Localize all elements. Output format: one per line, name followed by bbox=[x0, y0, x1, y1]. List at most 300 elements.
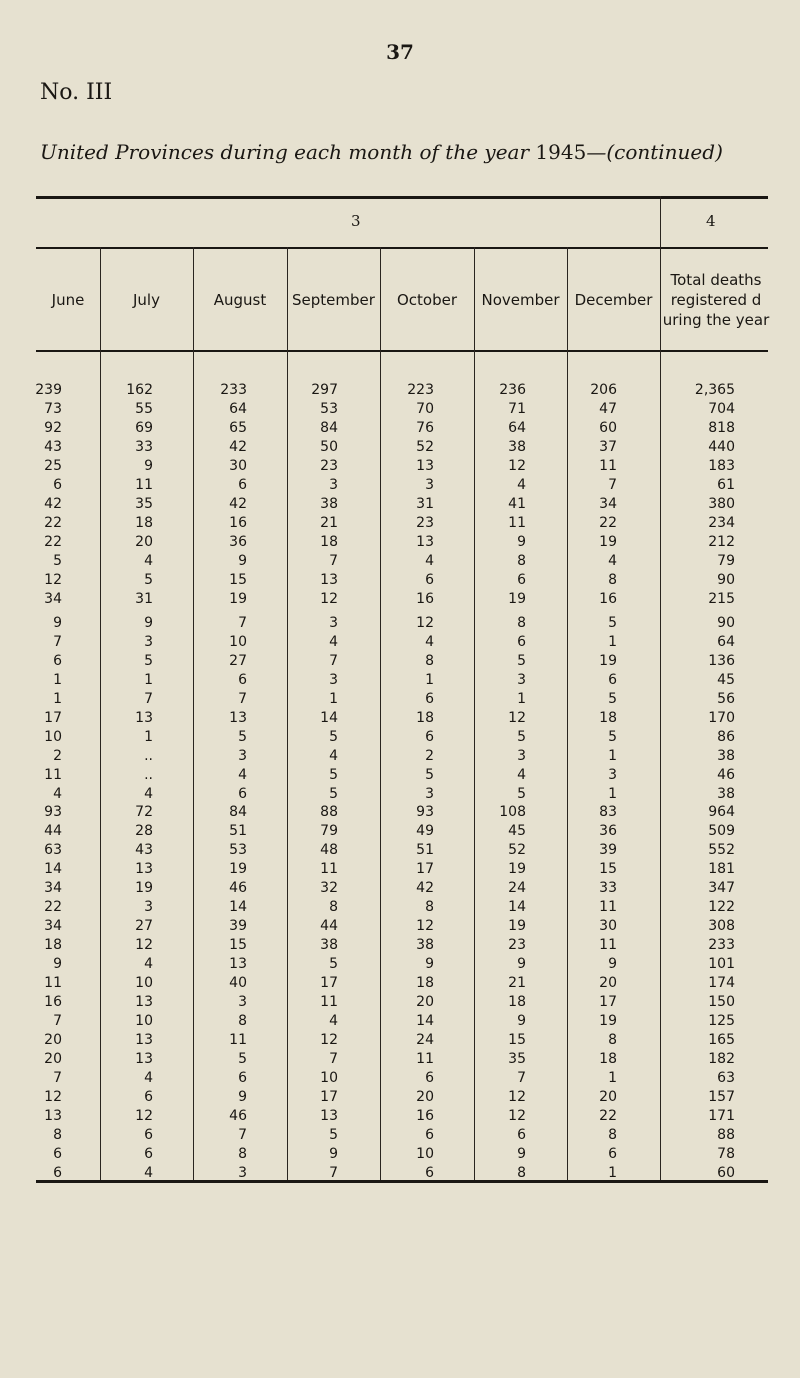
table-cell: .. bbox=[144, 767, 153, 783]
table-cell: 297 bbox=[311, 382, 338, 398]
table-cell: 69 bbox=[135, 420, 153, 436]
table-cell: 9 bbox=[425, 956, 434, 972]
table-cell: 20 bbox=[135, 534, 153, 550]
table-cell: 7 bbox=[329, 553, 338, 569]
table-cell: 15 bbox=[508, 1032, 526, 1048]
table-cell: 9 bbox=[144, 615, 153, 631]
table-cell: 22 bbox=[599, 1108, 617, 1124]
table-cell: 84 bbox=[229, 804, 247, 820]
table-cell: 9 bbox=[517, 1146, 526, 1162]
table-row bbox=[0, 533, 800, 552]
header-rule bbox=[36, 350, 768, 352]
table-cell: 4 bbox=[53, 786, 62, 802]
table-cell: 63 bbox=[717, 1070, 735, 1086]
table-row bbox=[0, 1031, 800, 1050]
table-cell: 20 bbox=[599, 1089, 617, 1105]
table-cell: 5 bbox=[608, 691, 617, 707]
table-cell: 136 bbox=[708, 653, 735, 669]
table-cell: 32 bbox=[320, 880, 338, 896]
table-cell: 18 bbox=[416, 710, 434, 726]
table-cell: 36 bbox=[229, 534, 247, 550]
table-cell: 42 bbox=[229, 439, 247, 455]
table-cell: 90 bbox=[717, 572, 735, 588]
table-cell: 13 bbox=[135, 1032, 153, 1048]
table-cell: 2 bbox=[53, 748, 62, 764]
table-cell: 8 bbox=[425, 899, 434, 915]
table-cell: 2,365 bbox=[694, 382, 735, 398]
table-cell: 4 bbox=[144, 956, 153, 972]
table-cell: 42 bbox=[416, 880, 434, 896]
table-cell: 31 bbox=[135, 591, 153, 607]
table-cell: 5 bbox=[425, 767, 434, 783]
table-cell: 6 bbox=[144, 1146, 153, 1162]
table-cell: 17 bbox=[320, 1089, 338, 1105]
table-cell: 72 bbox=[135, 804, 153, 820]
table-cell: 5 bbox=[144, 572, 153, 588]
table-cell: 4 bbox=[144, 1070, 153, 1086]
header-september: September bbox=[292, 291, 375, 309]
table-cell: 76 bbox=[416, 420, 434, 436]
header-december: December bbox=[574, 291, 653, 309]
table-cell: 10 bbox=[135, 975, 153, 991]
table-row bbox=[0, 438, 800, 457]
table-cell: .. bbox=[144, 748, 153, 764]
table-row bbox=[0, 1069, 800, 1088]
table-cell: 6 bbox=[425, 1070, 434, 1086]
table-row bbox=[0, 476, 800, 495]
table-cell: 7 bbox=[238, 1127, 247, 1143]
table-cell: 46 bbox=[229, 1108, 247, 1124]
table-cell: 8 bbox=[608, 1032, 617, 1048]
table-cell: 63 bbox=[44, 842, 62, 858]
table-cell: 101 bbox=[708, 956, 735, 972]
table-cell: 12 bbox=[508, 458, 526, 474]
table-cell: 18 bbox=[508, 994, 526, 1010]
table-cell: 4 bbox=[329, 1013, 338, 1029]
table-cell: 18 bbox=[135, 515, 153, 531]
table-cell: 12 bbox=[135, 1108, 153, 1124]
table-cell: 34 bbox=[44, 591, 62, 607]
table-cell: 7 bbox=[53, 1070, 62, 1086]
table-cell: 3 bbox=[238, 748, 247, 764]
group-rule bbox=[36, 247, 768, 249]
table-cell: 64 bbox=[508, 420, 526, 436]
table-cell: 13 bbox=[135, 861, 153, 877]
table-cell: 44 bbox=[44, 823, 62, 839]
table-cell: 3 bbox=[425, 477, 434, 493]
table-cell: 9 bbox=[53, 615, 62, 631]
table-cell: 9 bbox=[608, 956, 617, 972]
table-number: No. III bbox=[40, 80, 113, 105]
table-cell: 38 bbox=[320, 937, 338, 953]
table-cell: 5 bbox=[329, 729, 338, 745]
table-cell: 11 bbox=[508, 515, 526, 531]
table-cell: 39 bbox=[229, 918, 247, 934]
table-cell: 11 bbox=[599, 937, 617, 953]
table-cell: 14 bbox=[229, 899, 247, 915]
table-cell: 233 bbox=[220, 382, 247, 398]
table-cell: 3 bbox=[329, 672, 338, 688]
table-cell: 43 bbox=[44, 439, 62, 455]
table-cell: 6 bbox=[425, 572, 434, 588]
table-cell: 3 bbox=[144, 899, 153, 915]
table-cell: 215 bbox=[708, 591, 735, 607]
table-cell: 1 bbox=[608, 1165, 617, 1181]
header-june: June bbox=[51, 291, 85, 309]
table-cell: 13 bbox=[320, 1108, 338, 1124]
header-total-deaths: Total deaths registered d uring the year bbox=[662, 271, 770, 329]
table-row bbox=[0, 419, 800, 438]
table-cell: 12 bbox=[135, 937, 153, 953]
table-cell: 9 bbox=[517, 956, 526, 972]
table-cell: 35 bbox=[135, 496, 153, 512]
table-cell: 20 bbox=[416, 1089, 434, 1105]
table-cell: 165 bbox=[708, 1032, 735, 1048]
table-cell: 51 bbox=[229, 823, 247, 839]
table-cell: 3 bbox=[329, 615, 338, 631]
table-row bbox=[0, 400, 800, 419]
table-cell: 23 bbox=[416, 515, 434, 531]
table-cell: 3 bbox=[517, 672, 526, 688]
table-row bbox=[0, 552, 800, 571]
table-cell: 4 bbox=[517, 477, 526, 493]
table-cell: 45 bbox=[508, 823, 526, 839]
table-cell: 42 bbox=[44, 496, 62, 512]
table-cell: 83 bbox=[599, 804, 617, 820]
table-cell: 56 bbox=[717, 691, 735, 707]
table-cell: 182 bbox=[708, 1051, 735, 1067]
table-cell: 46 bbox=[717, 767, 735, 783]
table-cell: 86 bbox=[717, 729, 735, 745]
table-cell: 8 bbox=[608, 572, 617, 588]
table-cell: 7 bbox=[517, 1070, 526, 1086]
table-cell: 4 bbox=[425, 553, 434, 569]
table-row bbox=[0, 690, 800, 709]
table-cell: 1 bbox=[53, 691, 62, 707]
table-cell: 19 bbox=[599, 1013, 617, 1029]
table-cell: 38 bbox=[508, 439, 526, 455]
table-cell: 71 bbox=[508, 401, 526, 417]
table-cell: 7 bbox=[329, 1051, 338, 1067]
table-row bbox=[0, 917, 800, 936]
table-row bbox=[0, 381, 800, 400]
table-cell: 7 bbox=[144, 691, 153, 707]
table-cell: 239 bbox=[35, 382, 62, 398]
column-group-number: 4 bbox=[706, 212, 716, 230]
table-cell: 1 bbox=[144, 729, 153, 745]
table-cell: 9 bbox=[517, 534, 526, 550]
page-number: 37 bbox=[386, 40, 414, 64]
table-cell: 78 bbox=[717, 1146, 735, 1162]
table-cell: 64 bbox=[717, 634, 735, 650]
table-cell: 12 bbox=[320, 591, 338, 607]
table-cell: 16 bbox=[44, 994, 62, 1010]
table-cell: 6 bbox=[238, 672, 247, 688]
table-cell: 181 bbox=[708, 861, 735, 877]
table-cell: 5 bbox=[238, 729, 247, 745]
table-cell: 236 bbox=[499, 382, 526, 398]
table-cell: 4 bbox=[144, 1165, 153, 1181]
table-cell: 27 bbox=[229, 653, 247, 669]
table-cell: 5 bbox=[517, 729, 526, 745]
header-november: November bbox=[481, 291, 560, 309]
table-cell: 52 bbox=[416, 439, 434, 455]
table-cell: 11 bbox=[599, 458, 617, 474]
table-cell: 60 bbox=[717, 1165, 735, 1181]
table-cell: 3 bbox=[144, 634, 153, 650]
table-cell: 171 bbox=[708, 1108, 735, 1124]
table-row bbox=[0, 457, 800, 476]
title-suffix: —(continued) bbox=[586, 140, 723, 164]
table-cell: 12 bbox=[508, 1108, 526, 1124]
table-cell: 4 bbox=[144, 786, 153, 802]
table-cell: 7 bbox=[608, 477, 617, 493]
table-cell: 50 bbox=[320, 439, 338, 455]
table-cell: 53 bbox=[229, 842, 247, 858]
table-cell: 6 bbox=[53, 477, 62, 493]
table-cell: 3 bbox=[238, 994, 247, 1010]
table-row bbox=[0, 955, 800, 974]
table-cell: 13 bbox=[416, 534, 434, 550]
table-cell: 5 bbox=[329, 1127, 338, 1143]
table-cell: 19 bbox=[135, 880, 153, 896]
table-cell: 15 bbox=[229, 937, 247, 953]
table-row bbox=[0, 1012, 800, 1031]
table-cell: 5 bbox=[329, 786, 338, 802]
table-cell: 30 bbox=[599, 918, 617, 934]
column-group-number: 3 bbox=[351, 212, 361, 230]
table-cell: 12 bbox=[508, 710, 526, 726]
table-cell: 6 bbox=[517, 572, 526, 588]
table-cell: 4 bbox=[238, 767, 247, 783]
table-cell: 122 bbox=[708, 899, 735, 915]
table-cell: 12 bbox=[416, 615, 434, 631]
row-group bbox=[0, 803, 800, 1183]
table-cell: 19 bbox=[508, 861, 526, 877]
table-cell: 6 bbox=[517, 634, 526, 650]
table-cell: 16 bbox=[229, 515, 247, 531]
table-cell: 24 bbox=[508, 880, 526, 896]
table-cell: 16 bbox=[416, 591, 434, 607]
table-cell: 11 bbox=[320, 994, 338, 1010]
table-cell: 4 bbox=[425, 634, 434, 650]
table-cell: 64 bbox=[229, 401, 247, 417]
table-cell: 6 bbox=[53, 1165, 62, 1181]
table-row bbox=[0, 860, 800, 879]
table-cell: 2 bbox=[425, 748, 434, 764]
table-cell: 23 bbox=[320, 458, 338, 474]
table-cell: 22 bbox=[44, 534, 62, 550]
table-cell: 84 bbox=[320, 420, 338, 436]
table-cell: 4 bbox=[144, 553, 153, 569]
table-cell: 9 bbox=[144, 458, 153, 474]
table-cell: 73 bbox=[44, 401, 62, 417]
table-cell: 79 bbox=[717, 553, 735, 569]
table-cell: 3 bbox=[517, 748, 526, 764]
table-cell: 10 bbox=[229, 634, 247, 650]
table-cell: 10 bbox=[416, 1146, 434, 1162]
table-row bbox=[0, 571, 800, 590]
header-july: July bbox=[133, 291, 160, 309]
table-cell: 183 bbox=[708, 458, 735, 474]
table-cell: 212 bbox=[708, 534, 735, 550]
table-row bbox=[0, 590, 800, 609]
table-row bbox=[0, 652, 800, 671]
table-cell: 9 bbox=[53, 956, 62, 972]
table-cell: 19 bbox=[508, 918, 526, 934]
table-cell: 13 bbox=[229, 956, 247, 972]
table-cell: 1 bbox=[53, 672, 62, 688]
table-cell: 20 bbox=[416, 994, 434, 1010]
table-cell: 964 bbox=[708, 804, 735, 820]
table-cell: 5 bbox=[144, 653, 153, 669]
table-cell: 6 bbox=[53, 1146, 62, 1162]
table-cell: 55 bbox=[135, 401, 153, 417]
table-cell: 13 bbox=[229, 710, 247, 726]
table-cell: 5 bbox=[517, 786, 526, 802]
table-cell: 6 bbox=[144, 1089, 153, 1105]
table-row bbox=[0, 879, 800, 898]
table-cell: 48 bbox=[320, 842, 338, 858]
table-cell: 18 bbox=[599, 1051, 617, 1067]
title-text: United Provinces during each month of the year bbox=[40, 140, 530, 164]
table-cell: 61 bbox=[717, 477, 735, 493]
table-cell: 13 bbox=[135, 994, 153, 1010]
table-cell: 11 bbox=[599, 899, 617, 915]
table-row bbox=[0, 1126, 800, 1145]
table-cell: 7 bbox=[329, 1165, 338, 1181]
table-cell: 8 bbox=[608, 1127, 617, 1143]
table-cell: 41 bbox=[508, 496, 526, 512]
table-cell: 13 bbox=[44, 1108, 62, 1124]
table-cell: 13 bbox=[135, 1051, 153, 1067]
table-cell: 17 bbox=[599, 994, 617, 1010]
table-row bbox=[0, 514, 800, 533]
table-cell: 30 bbox=[229, 458, 247, 474]
table-cell: 8 bbox=[517, 553, 526, 569]
table-cell: 223 bbox=[407, 382, 434, 398]
table-cell: 4 bbox=[329, 748, 338, 764]
table-cell: 1 bbox=[608, 786, 617, 802]
table-cell: 12 bbox=[320, 1032, 338, 1048]
table-cell: 88 bbox=[320, 804, 338, 820]
table-cell: 44 bbox=[320, 918, 338, 934]
table-row bbox=[0, 1050, 800, 1069]
table-cell: 509 bbox=[708, 823, 735, 839]
table-cell: 34 bbox=[44, 880, 62, 896]
table-cell: 4 bbox=[608, 553, 617, 569]
table-cell: 1 bbox=[517, 691, 526, 707]
table-cell: 9 bbox=[329, 1146, 338, 1162]
table-cell: 552 bbox=[708, 842, 735, 858]
table-cell: 20 bbox=[44, 1032, 62, 1048]
row-group bbox=[0, 614, 800, 804]
table-cell: 45 bbox=[717, 672, 735, 688]
table-cell: 51 bbox=[416, 842, 434, 858]
table-cell: 8 bbox=[517, 1165, 526, 1181]
table-cell: 34 bbox=[599, 496, 617, 512]
table-cell: 18 bbox=[320, 534, 338, 550]
table-cell: 24 bbox=[416, 1032, 434, 1048]
table-cell: 11 bbox=[44, 767, 62, 783]
table-row bbox=[0, 993, 800, 1012]
table-cell: 6 bbox=[425, 1127, 434, 1143]
table-cell: 174 bbox=[708, 975, 735, 991]
table-cell: 8 bbox=[517, 615, 526, 631]
table-cell: 5 bbox=[329, 767, 338, 783]
table-cell: 36 bbox=[599, 823, 617, 839]
table-cell: 11 bbox=[416, 1051, 434, 1067]
table-row bbox=[0, 898, 800, 917]
table-cell: 1 bbox=[425, 672, 434, 688]
table-row bbox=[0, 1107, 800, 1126]
table-cell: 11 bbox=[44, 975, 62, 991]
table-cell: 3 bbox=[238, 1165, 247, 1181]
table-cell: 20 bbox=[599, 975, 617, 991]
table-cell: 17 bbox=[320, 975, 338, 991]
table-cell: 7 bbox=[238, 615, 247, 631]
table-cell: 27 bbox=[135, 918, 153, 934]
table-cell: 6 bbox=[238, 786, 247, 802]
table-cell: 14 bbox=[416, 1013, 434, 1029]
table-row bbox=[0, 1088, 800, 1107]
table-title bbox=[40, 140, 723, 164]
table-cell: 4 bbox=[329, 634, 338, 650]
table-row bbox=[0, 747, 800, 766]
table-cell: 6 bbox=[238, 1070, 247, 1086]
table-cell: 818 bbox=[708, 420, 735, 436]
table-cell: 39 bbox=[599, 842, 617, 858]
table-row bbox=[0, 841, 800, 860]
table-cell: 19 bbox=[508, 591, 526, 607]
table-cell: 93 bbox=[44, 804, 62, 820]
table-cell: 1 bbox=[144, 672, 153, 688]
table-cell: 7 bbox=[329, 653, 338, 669]
table-cell: 23 bbox=[508, 937, 526, 953]
table-cell: 42 bbox=[229, 496, 247, 512]
table-row bbox=[0, 633, 800, 652]
table-cell: 7 bbox=[53, 1013, 62, 1029]
table-cell: 12 bbox=[508, 1089, 526, 1105]
table-cell: 10 bbox=[320, 1070, 338, 1086]
table-row bbox=[0, 822, 800, 841]
table-cell: 6 bbox=[608, 672, 617, 688]
table-cell: 5 bbox=[608, 615, 617, 631]
table-cell: 10 bbox=[44, 729, 62, 745]
table-cell: 92 bbox=[44, 420, 62, 436]
table-cell: 704 bbox=[708, 401, 735, 417]
table-cell: 34 bbox=[44, 918, 62, 934]
table-cell: 17 bbox=[44, 710, 62, 726]
table-cell: 21 bbox=[508, 975, 526, 991]
table-cell: 60 bbox=[599, 420, 617, 436]
table-cell: 33 bbox=[135, 439, 153, 455]
table-cell: 1 bbox=[608, 748, 617, 764]
table-cell: 11 bbox=[320, 861, 338, 877]
table-cell: 6 bbox=[425, 729, 434, 745]
table-cell: 1 bbox=[608, 634, 617, 650]
table-cell: 16 bbox=[416, 1108, 434, 1124]
table-row bbox=[0, 709, 800, 728]
table-cell: 14 bbox=[320, 710, 338, 726]
table-cell: 16 bbox=[599, 591, 617, 607]
table-cell: 35 bbox=[508, 1051, 526, 1067]
table-cell: 150 bbox=[708, 994, 735, 1010]
table-cell: 8 bbox=[425, 653, 434, 669]
table-cell: 9 bbox=[238, 1089, 247, 1105]
table-cell: 38 bbox=[416, 937, 434, 953]
table-cell: 6 bbox=[608, 1146, 617, 1162]
